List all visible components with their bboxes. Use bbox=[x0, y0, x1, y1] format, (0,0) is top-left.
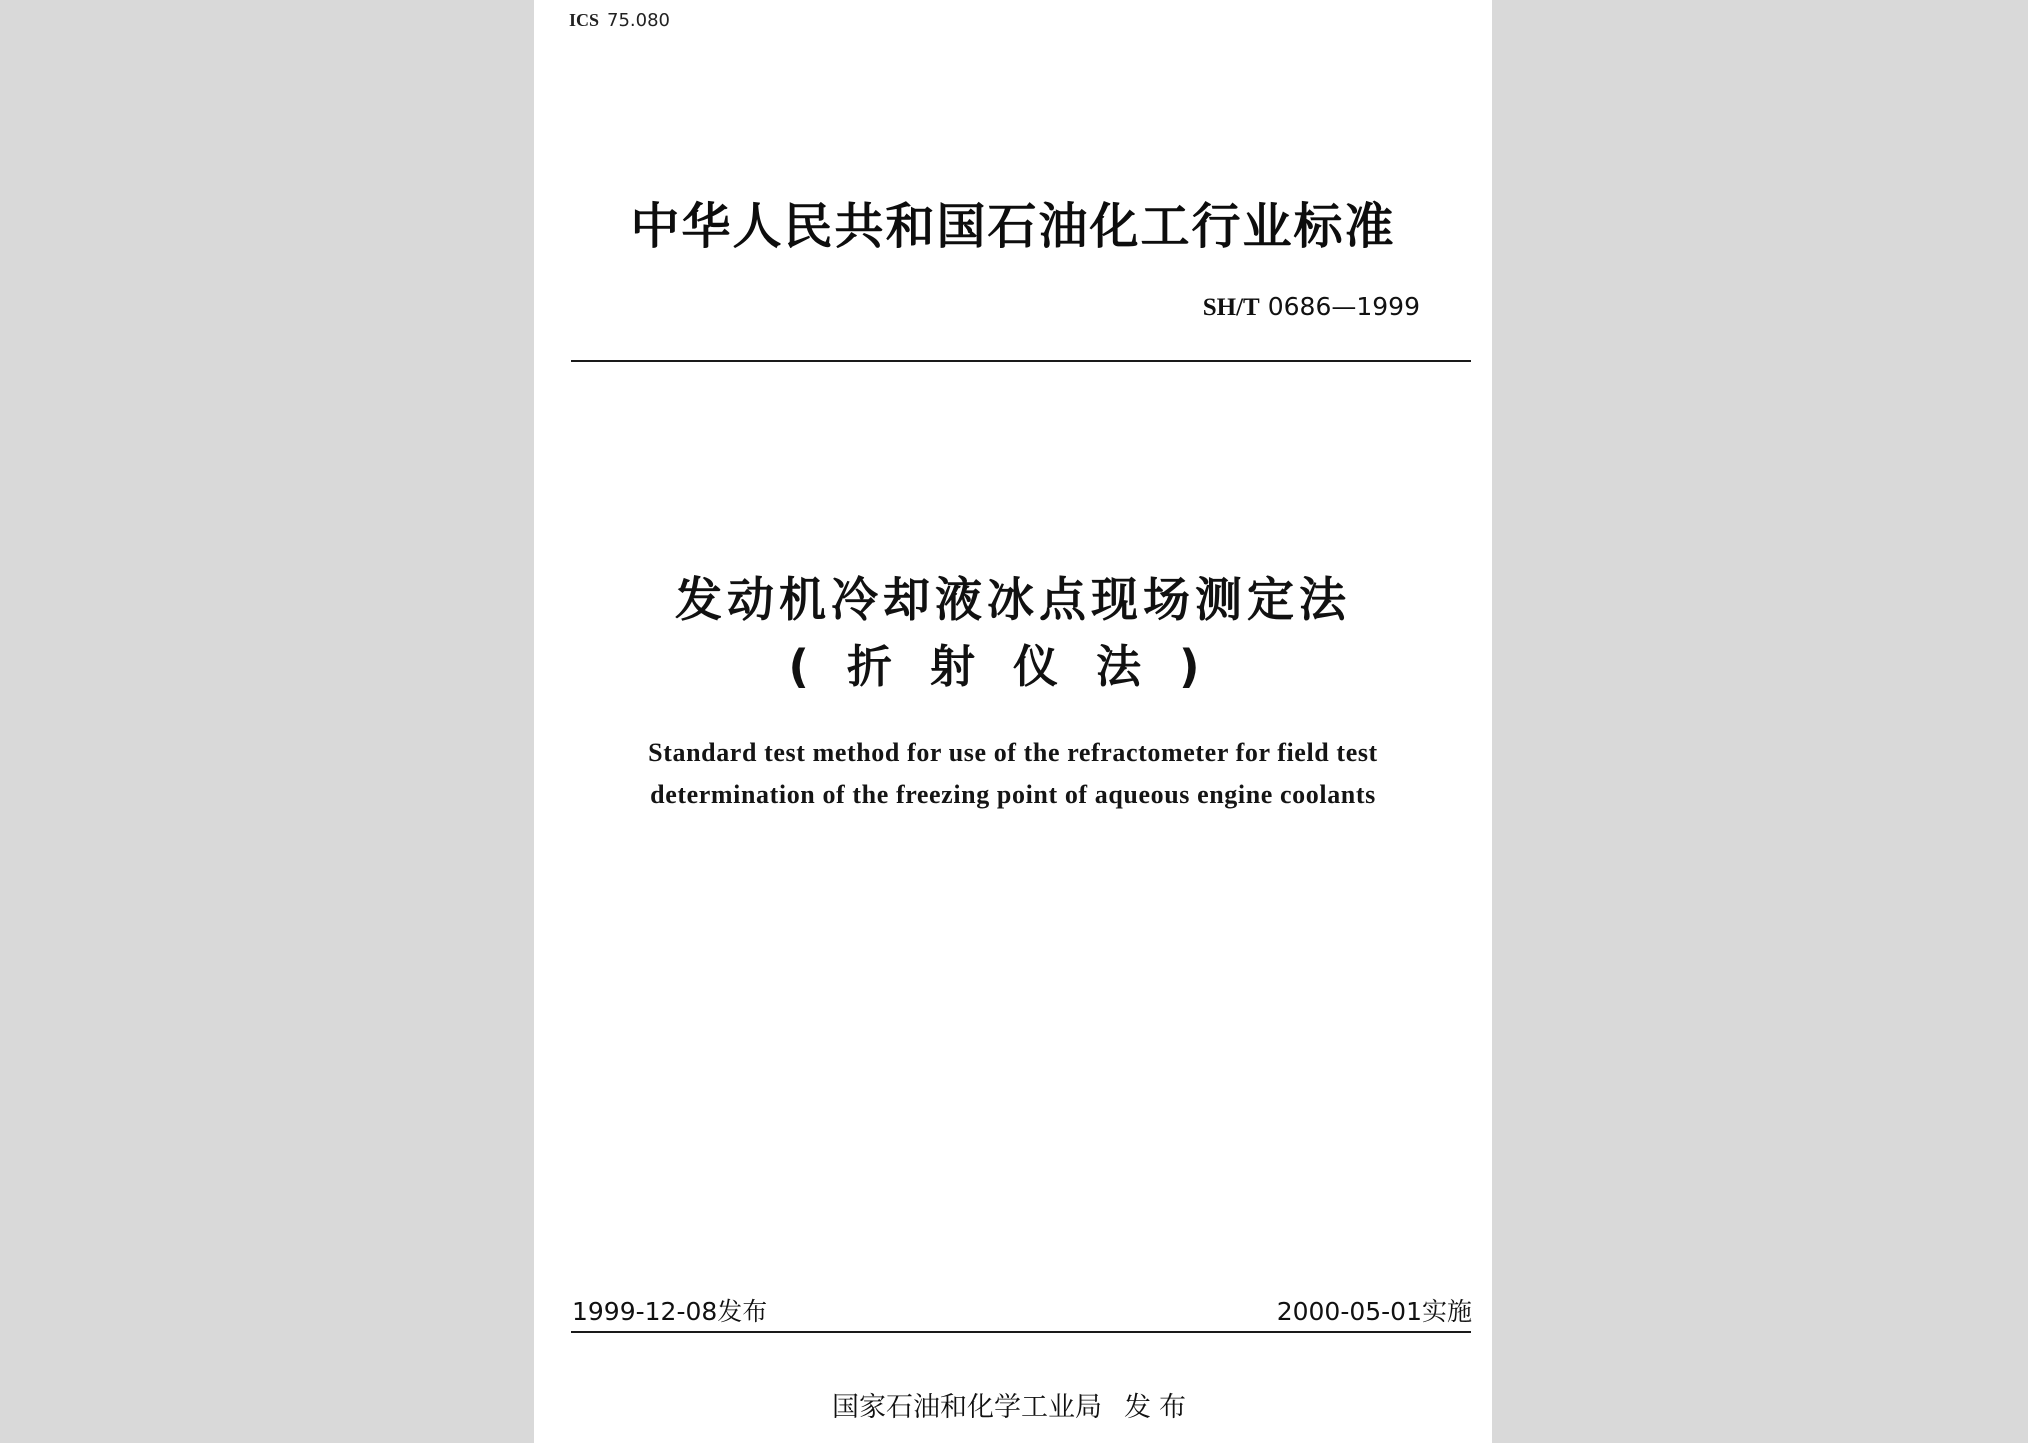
english-title-line-1: Standard test method for use of the refractometer for field test bbox=[648, 738, 1378, 767]
ics-number: 75.080 bbox=[607, 10, 670, 31]
english-title bbox=[574, 732, 1452, 816]
standard-number bbox=[1203, 292, 1420, 322]
document-page bbox=[534, 0, 1492, 1443]
bottom-divider bbox=[571, 1331, 1471, 1333]
chinese-title: 发动机冷却液冰点现场测定法 bbox=[675, 573, 1351, 628]
standard-number-value: 0686—1999 bbox=[1267, 292, 1420, 321]
effective-date: 2000-05-01实施 bbox=[1276, 1297, 1472, 1326]
standard-category-title: 中华人民共和国石油化工行业标准 bbox=[630, 198, 1396, 255]
publisher bbox=[534, 1385, 1492, 1424]
top-divider bbox=[571, 360, 1471, 362]
issue-date: 1999-12-08发布 bbox=[572, 1297, 768, 1326]
english-title-line-2: determination of the freezing point of aqueous engine coolants bbox=[650, 780, 1376, 809]
publisher-name: 国家石油和化学工业局 bbox=[832, 1392, 1102, 1423]
ics-code bbox=[569, 10, 670, 31]
ics-label: ICS bbox=[569, 10, 600, 30]
chinese-subtitle: (折射仪法) bbox=[788, 640, 1238, 693]
publisher-action: 发布 bbox=[1124, 1392, 1194, 1423]
standard-number-prefix: SH/T bbox=[1202, 294, 1260, 321]
